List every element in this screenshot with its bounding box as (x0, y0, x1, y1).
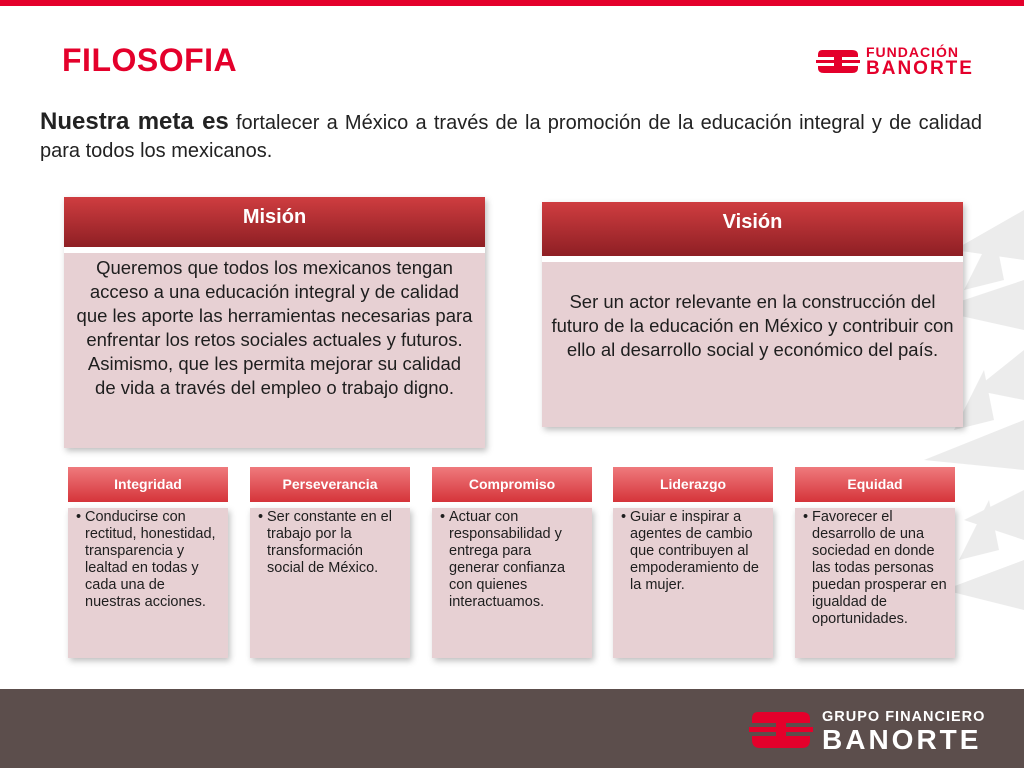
value-card-compromiso (432, 467, 592, 658)
intro-strong: Nuestra meta es (40, 108, 229, 135)
banorte-emblem-icon (814, 44, 862, 78)
value-title: Liderazgo (613, 467, 773, 502)
mision-title: Misión (64, 197, 485, 247)
logo-line2: BANORTE (866, 58, 974, 79)
value-text: • Favorecer el desarrollo de una sociedad en donde las todas personas puedan prosperar en igualdad de oportunidades. (803, 509, 947, 628)
value-text: • Guiar e inspirar a agentes de cambio que contribuyen al empoderamiento de la mujer. (621, 509, 765, 594)
logo-line1: FUNDACIÓN (866, 44, 959, 60)
top-accent-bar (0, 0, 1024, 6)
fundacion-banorte-logo (814, 44, 994, 78)
value-card-perseverancia (250, 467, 410, 658)
value-text: • Actuar con responsabilidad y entrega para generar confianza con quienes interactuamos. (440, 509, 584, 611)
value-body (432, 508, 592, 658)
value-card-integridad (68, 467, 228, 658)
value-text: • Ser constante en el trabajo por la transformación social de México. (258, 509, 402, 577)
vision-title: Visión (542, 202, 963, 256)
mision-body: Queremos que todos los mexicanos tengan acceso a una educación integral y de calidad que les aporte las herramientas necesarias para enfrentar los retos sociales actuales y futuros. Asimismo, que les permita mejorar su calidad de vida a través del empleo o trabajo digno. (64, 253, 485, 448)
value-body (795, 508, 955, 658)
vision-body: Ser un actor relevante en la construcción del futuro de la educación en México y contribuir con ello al desarrollo social y económico del país. (542, 262, 963, 427)
value-title: Integridad (68, 467, 228, 502)
logo-line1: GRUPO FINANCIERO (822, 709, 986, 725)
value-card-equidad (795, 467, 955, 658)
grupo-financiero-banorte-logo (748, 708, 1018, 754)
value-card-liderazgo (613, 467, 773, 658)
value-body (68, 508, 228, 658)
logo-line2: BANORTE (822, 724, 982, 755)
intro-statement (40, 108, 982, 165)
page-title: FILOSOFIA (62, 42, 238, 78)
mision-card (64, 197, 485, 448)
vision-card (542, 202, 963, 427)
value-body (613, 508, 773, 658)
intro-text: fortalecer a México a través de la promoción de la educación integral y de calidad para todos los mexicanos. (40, 112, 982, 162)
value-title: Perseverancia (250, 467, 410, 502)
value-text: • Conducirse con rectitud, honestidad, transparencia y lealtad en todas y cada una de nuestras acciones. (76, 509, 220, 611)
value-title: Compromiso (432, 467, 592, 502)
banorte-emblem-icon (748, 708, 814, 752)
value-body (250, 508, 410, 658)
value-title: Equidad (795, 467, 955, 502)
